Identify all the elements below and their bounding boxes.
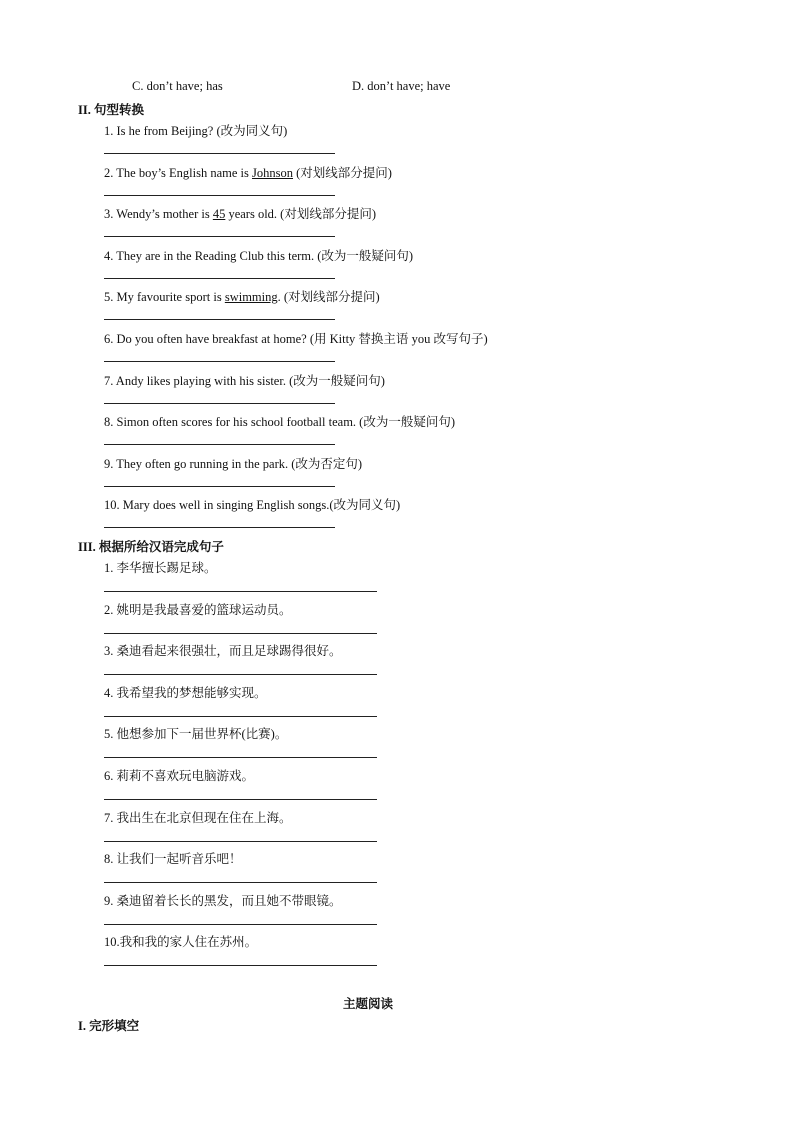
- question-text: 5. My favourite sport is: [104, 290, 225, 305]
- rewrite-question: [104, 287, 380, 305]
- answer-line[interactable]: [104, 965, 377, 966]
- rewrite-question: [104, 163, 392, 181]
- question-instruction: . (对划线部分提问): [277, 290, 380, 305]
- section3-title: III. 根据所给汉语完成句子: [78, 540, 224, 554]
- translation-item: 6. 莉莉不喜欢玩电脑游戏。: [104, 769, 255, 783]
- answer-line[interactable]: [104, 716, 377, 717]
- option-c: C. don’t have; has: [132, 79, 223, 93]
- question-text: 3. Wendy’s mother is: [104, 207, 213, 222]
- rewrite-question: [104, 371, 385, 389]
- question-text: 8. Simon often scores for his school football team. (改为一般疑问句): [104, 415, 455, 430]
- rewrite-question: [104, 329, 488, 347]
- answer-line[interactable]: [104, 153, 335, 154]
- rewrite-question: [104, 412, 455, 430]
- rewrite-question: [104, 246, 413, 264]
- answer-line[interactable]: [104, 278, 335, 279]
- translation-item: 8. 让我们一起听音乐吧！: [104, 852, 242, 867]
- translation-item: 10.我和我的家人住在苏州。: [104, 935, 258, 950]
- question-text: 9. They often go running in the park. (改为否定句): [104, 456, 363, 471]
- underlined-part: swimming: [224, 290, 278, 305]
- underlined-part: 45: [212, 207, 226, 222]
- answer-line[interactable]: [104, 591, 377, 592]
- rewrite-question: [104, 204, 376, 222]
- question-text: 7. Andy likes playing with his sister. (改为一般疑问句): [104, 373, 385, 388]
- question-instruction: years old. (对划线部分提问): [225, 207, 376, 222]
- question-text: 10. Mary does well in singing English songs.(改为同义句): [104, 498, 401, 513]
- translation-item: 3. 桑迪看起来很强壮，而且足球踢得很好。: [104, 644, 342, 659]
- section2-title: II. 句型转换: [78, 103, 144, 117]
- answer-line[interactable]: [104, 361, 335, 362]
- translation-item: 4. 我希望我的梦想能够实现。: [104, 685, 267, 700]
- answer-line[interactable]: [104, 486, 335, 487]
- answer-line[interactable]: [104, 882, 377, 883]
- answer-line[interactable]: [104, 444, 335, 445]
- question-text: 4. They are in the Reading Club this term. (改为一般疑问句): [104, 248, 414, 263]
- reading-sub: I. 完形填空: [78, 1019, 140, 1033]
- answer-line[interactable]: [104, 319, 335, 320]
- answer-line[interactable]: [104, 757, 377, 758]
- translation-item: 5. 他想参加下一届世界杯(比赛)。: [104, 727, 288, 742]
- translation-item: 7. 我出生在北京但现在住在上海。: [104, 810, 292, 825]
- translation-item: 9. 桑迪留着长长的黑发，而且她不带眼镜。: [104, 893, 342, 908]
- translation-item: 1. 李华擅长踢足球。: [104, 561, 217, 575]
- answer-line[interactable]: [104, 633, 377, 634]
- question-instruction: (对划线部分提问): [293, 165, 392, 180]
- translation-item: 2. 姚明是我最喜爱的篮球运动员。: [104, 602, 292, 617]
- rewrite-question: [104, 121, 287, 139]
- rewrite-question: [104, 454, 362, 472]
- reading-heading: 主题阅读: [343, 997, 394, 1011]
- answer-line[interactable]: [104, 841, 377, 842]
- rewrite-question: [104, 495, 400, 513]
- question-text: 1. Is he from Beijing? (改为同义句): [104, 124, 288, 138]
- answer-line[interactable]: [104, 403, 335, 404]
- answer-line[interactable]: [104, 527, 335, 528]
- answer-line[interactable]: [104, 674, 377, 675]
- answer-line[interactable]: [104, 799, 377, 800]
- answer-line[interactable]: [104, 236, 335, 237]
- underlined-part: Johnson: [252, 165, 294, 180]
- answer-line[interactable]: [104, 924, 377, 925]
- question-text: 6. Do you often have breakfast at home? (用 Kitty 替换主语 you 改写句子): [104, 332, 488, 346]
- option-d: D. don’t have; have: [352, 79, 451, 93]
- question-text: 2. The boy’s English name is: [104, 165, 253, 180]
- answer-line[interactable]: [104, 195, 335, 196]
